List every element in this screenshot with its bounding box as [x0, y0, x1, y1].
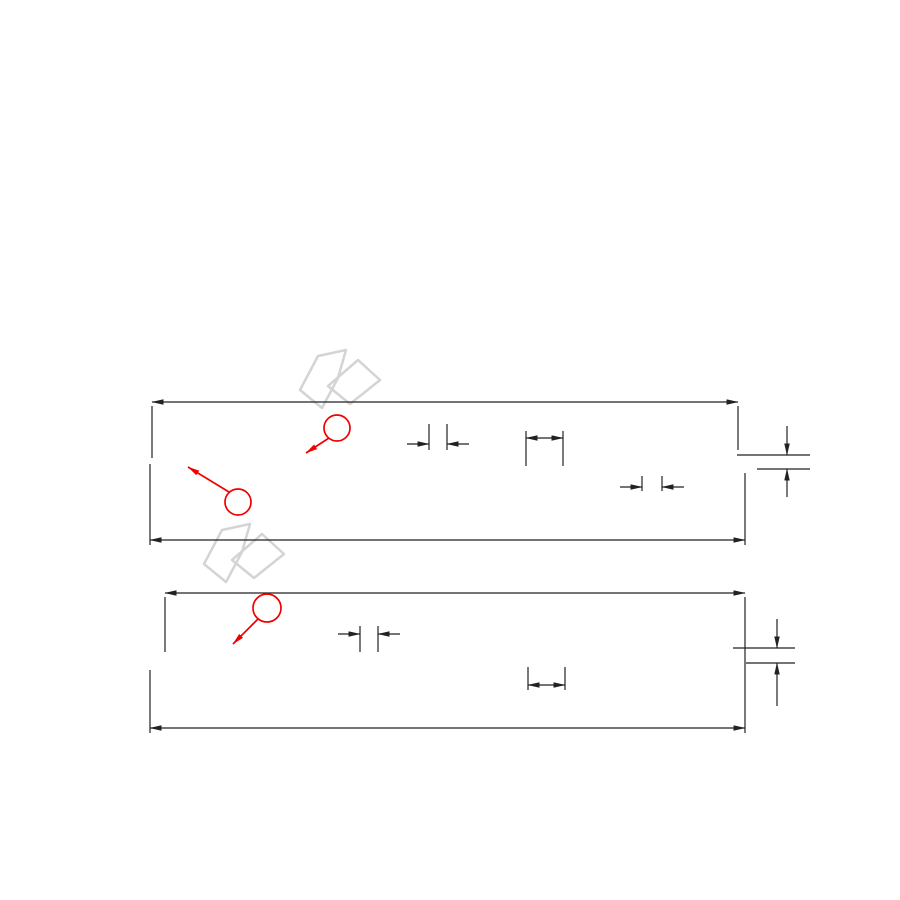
watermark-lower	[204, 524, 284, 582]
side-label-b	[306, 415, 350, 453]
watermark-upper	[300, 350, 380, 408]
metall-profil-logo-icon	[204, 524, 284, 582]
dim-rib-top-width	[338, 626, 400, 652]
dim-valley-width	[528, 667, 565, 690]
dim-working-width	[165, 593, 745, 733]
dim-rib-base-width	[526, 431, 563, 466]
dim-overall-width	[150, 670, 745, 733]
dim-profile-height	[737, 426, 810, 497]
dim-overall-width	[150, 464, 745, 545]
dim-working-width	[152, 402, 738, 458]
dim-edge-rib-width	[620, 476, 684, 491]
cross-section-r	[150, 593, 795, 733]
dim-profile-height	[733, 619, 795, 706]
metall-profil-logo-icon	[300, 350, 380, 408]
dim-rib-top-width	[407, 424, 469, 450]
side-label-r	[233, 594, 281, 644]
side-label-a	[188, 467, 251, 515]
